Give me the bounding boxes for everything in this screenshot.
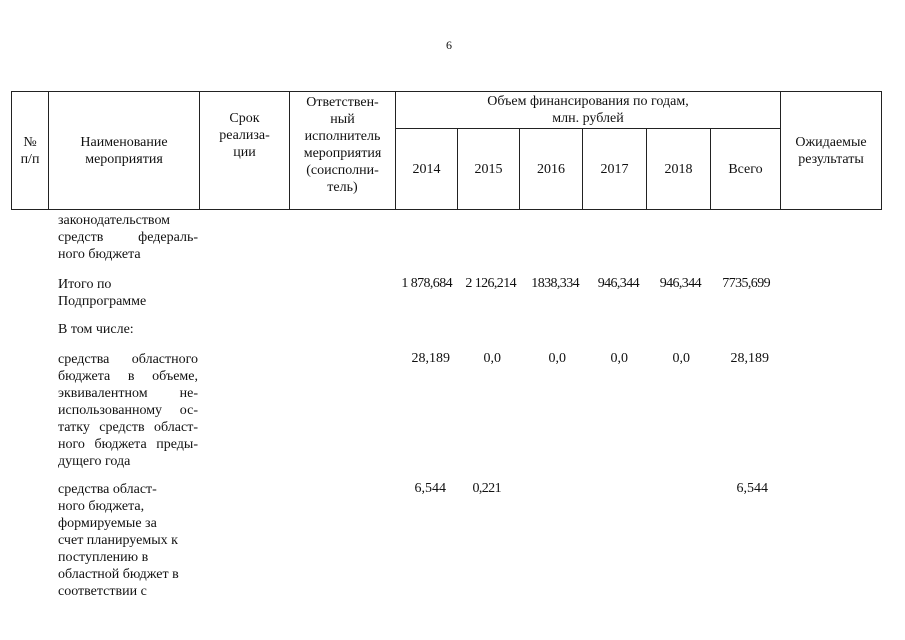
header-responsible: Ответствен- ный исполнитель мероприятия (соисполни- тель) (303, 95, 382, 195)
row-1-value-2015: 2 126,214 (465, 276, 516, 291)
row-1-value-2017: 946,344 (597, 276, 639, 291)
header-year-2014: 2014 (412, 161, 441, 177)
row-2-name: В том числе: (58, 322, 134, 337)
row-1-value-2018: 946,344 (659, 276, 701, 291)
row-1-value-2016: 1838,334 (531, 276, 579, 291)
row-3-value-2014: 28,189 (411, 351, 450, 366)
header-year-2016: 2016 (537, 161, 565, 177)
page-number: 6 (446, 38, 452, 52)
table-header (11, 91, 882, 210)
row-3-value-2015: 0,0 (483, 351, 501, 366)
header-number: № п/п (20, 134, 40, 167)
row-1-value-total: 7735,699 (722, 276, 770, 291)
row-3-value-total: 28,189 (730, 351, 769, 366)
row-3-value-2017: 0,0 (610, 351, 628, 366)
row-3-value-2016: 0,0 (548, 351, 566, 366)
header-term: Срок реализа- ции (219, 110, 270, 160)
row-4-name: средства област- ного бюджета, формируемые за счет планируемых к поступлению в областной бюджет в соответствии с (58, 482, 179, 599)
row-3-name: средства областного бюджета в объеме, эквивалентном не- использованному ос- татку средств област- ного бюджета преды- дущего года (58, 352, 198, 469)
header-year-2018: 2018 (664, 161, 693, 177)
header-results: Ожидаемые результаты (795, 134, 867, 167)
header-year-2017: 2017 (600, 161, 629, 177)
row-1-value-2014: 1 878,684 (401, 276, 452, 291)
row-1-name: Итого по Подпрограмме (58, 277, 147, 309)
row-4-value-total: 6,544 (736, 481, 768, 496)
row-0-name: законодательством средств федераль- ного бюджета (58, 213, 198, 262)
header-total: Всего (728, 161, 763, 177)
header-funding: Объем финансирования по годам, млн. рублей (487, 94, 689, 126)
header-name: Наименование мероприятия (80, 134, 168, 167)
row-3-value-2018: 0,0 (672, 351, 690, 366)
row-4-value-2015: 0,221 (472, 481, 501, 496)
header-year-2015: 2015 (474, 161, 503, 177)
row-4-value-2014: 6,544 (414, 481, 446, 496)
